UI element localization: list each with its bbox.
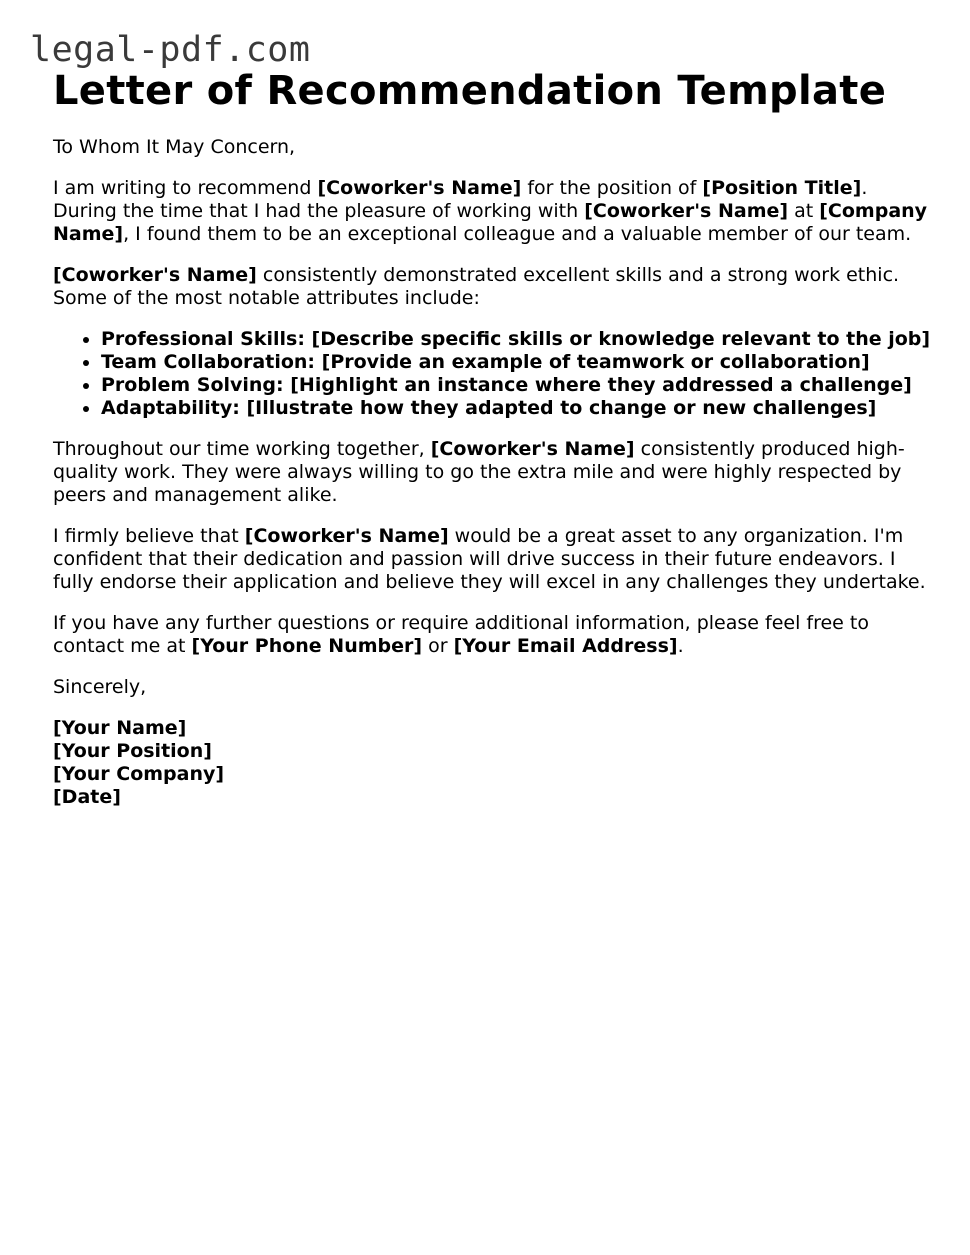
signature-name: [Your Name] <box>53 717 187 739</box>
contact-paragraph: If you have any further questions or require additional information, please feel free to contact me at [Your Phone Number] or [Your Email Address]. <box>53 612 869 657</box>
letter-document <box>53 68 933 809</box>
watermark-logo: legal-pdf.com <box>30 30 311 70</box>
attributes-intro-paragraph: [Coworker's Name] consistently demonstrated excellent skills and a strong work ethic. Some of the most notable attributes include: <box>53 264 900 309</box>
list-item: • Professional Skills: [Describe specific skills or knowledge relevant to the job] <box>101 328 933 351</box>
coworker-name-placeholder: [Coworker's Name] <box>53 264 257 286</box>
signature-date: [Date] <box>53 786 121 808</box>
email-placeholder: [Your Email Address] <box>453 635 678 657</box>
signature-company: [Your Company] <box>53 763 225 785</box>
list-item: • Adaptability: [Illustrate how they adapted to change or new challenges] <box>101 397 933 420</box>
position-title-placeholder: [Position Title] <box>702 177 862 199</box>
coworker-name-placeholder: [Coworker's Name] <box>430 438 635 460</box>
list-item: • Team Collaboration: [Provide an example of teamwork or collaboration] <box>101 351 933 374</box>
attributes-list <box>53 328 933 420</box>
document-title: Letter of Recommendation Template <box>53 68 887 114</box>
work-quality-paragraph: Throughout our time working together, [Coworker's Name] consistently produced high-quality work. They were always willing to go the extra mile and were highly respected by peers and management alike. <box>53 438 905 506</box>
intro-paragraph: I am writing to recommend [Coworker's Name] for the position of [Position Title]. During the time that I had the pleasure of working with [Coworker's Name] at [Company Name], I found them to be an exceptional colleague and a valuable member of our team. <box>53 177 928 245</box>
salutation: To Whom It May Concern, <box>53 136 296 158</box>
coworker-name-placeholder: [Coworker's Name] <box>317 177 522 199</box>
closing: Sincerely, <box>53 676 147 698</box>
signature-position: [Your Position] <box>53 740 212 762</box>
signature-block <box>53 717 933 809</box>
endorsement-paragraph: I firmly believe that [Coworker's Name] would be a great asset to any organization. I'm confident that their dedication and passion will drive success in their future endeavors. I fully endorse their application and believe they will excel in any challenges they undertake. <box>53 525 926 593</box>
company-name-placeholder: [Company Name] <box>53 200 928 245</box>
coworker-name-placeholder: [Coworker's Name] <box>584 200 789 222</box>
coworker-name-placeholder: [Coworker's Name] <box>244 525 449 547</box>
phone-placeholder: [Your Phone Number] <box>191 635 423 657</box>
list-item: • Problem Solving: [Highlight an instance where they addressed a challenge] <box>101 374 933 397</box>
